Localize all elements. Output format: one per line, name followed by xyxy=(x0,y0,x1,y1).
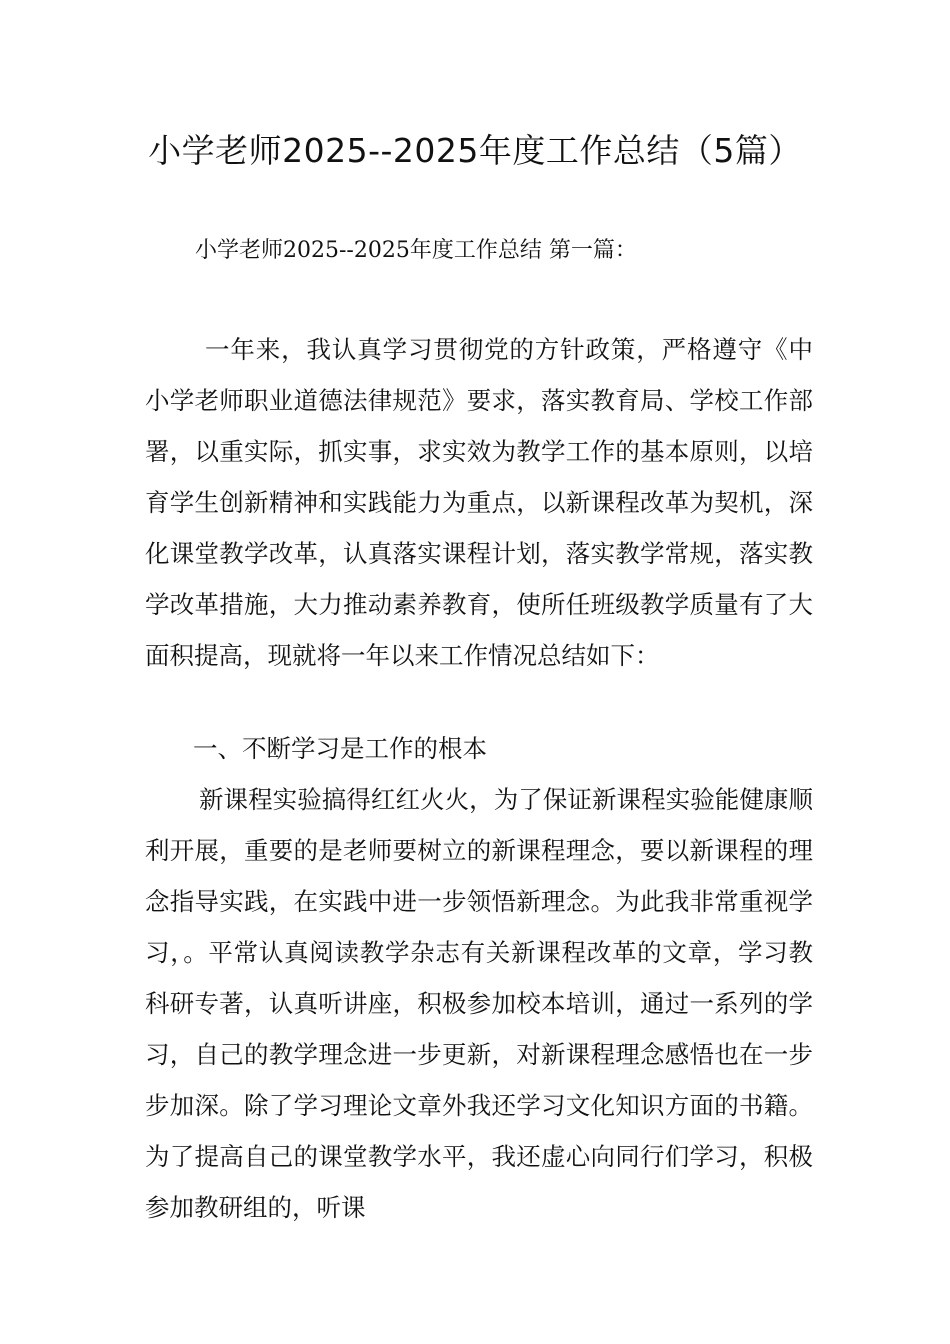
section-heading: 一、不断学习是工作的根本 xyxy=(193,734,487,763)
body-paragraph: 新课程实验搞得红红火火，为了保证新课程实验能健康顺利开展，重要的是老师要树立的新课程理念，要以新课程的理念指导实践，在实践中进一步领悟新理念。为此我非常重视学习，。平常认真阅读教学杂志有关新课程改革的文章，学习教科研专著，认真听讲座，积极参加校本培训，通过一系列的学习，自己的教学理念进一步更新，对新课程理念感悟也在一步步加深。除了学习理论文章外我还学习文化知识方面的书籍。为了提高自己的课堂教学水平，我还虚心向同行们学习，积极参加教研组的，听课 xyxy=(145,785,813,1222)
document-subtitle: 小学老师2025--2025年度工作总结 第一篇： xyxy=(195,238,637,263)
document-title: 小学老师2025--2025年度工作总结（5篇） xyxy=(148,131,802,170)
body-paragraph: 一年来，我认真学习贯彻党的方针政策，严格遵守《中小学老师职业道德法律规范》要求，落实教育局、学校工作部署，以重实际，抓实事，求实效为教学工作的基本原则，以培育学生创新精神和实践能力为重点，以新课程改革为契机，深化课堂教学改革，认真落实课程计划，落实教学常规，落实教学改革措施，大力推动素养教育，使所任班级教学质量有了大面积提高，现就将一年以来工作情况总结如下： xyxy=(145,335,813,670)
